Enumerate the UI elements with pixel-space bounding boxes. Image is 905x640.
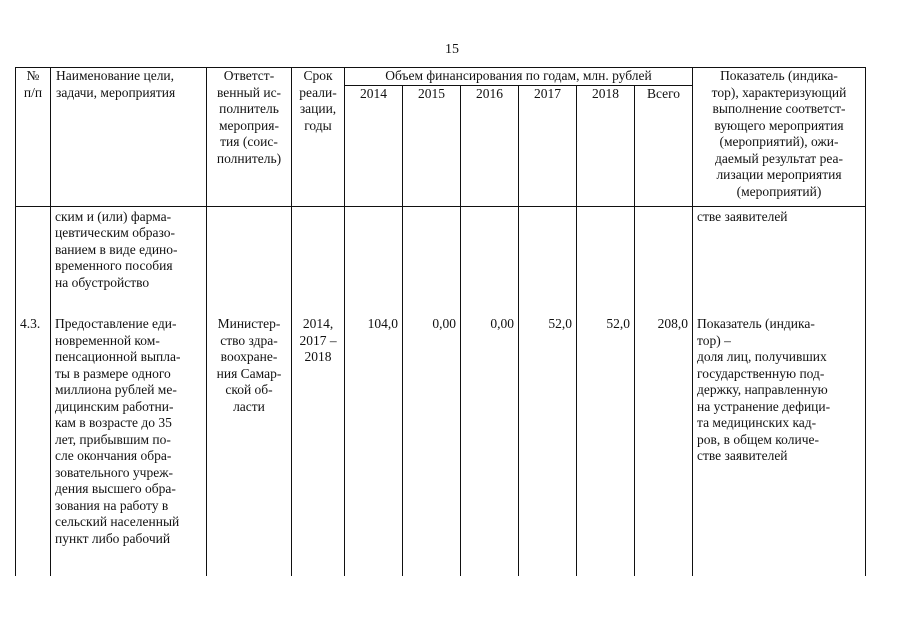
- page-number: 15: [445, 42, 459, 57]
- header-year-2015: 2015: [403, 85, 461, 206]
- header-name: Наименование цели, задачи, мероприятия: [51, 68, 207, 207]
- header-indicator: Показатель (индика- тор), характеризующий выполнение соответст- вующего мероприятия (мероприятий), ожи- даемый результат реа- лизации мероприятия (мероприятий): [693, 68, 866, 207]
- header-num: № п/п: [16, 68, 51, 207]
- header-year-2017: 2017: [519, 85, 577, 206]
- value-2016: 0,00: [461, 315, 519, 576]
- value-2014: 104,0: [345, 315, 403, 576]
- table-row: [16, 315, 866, 576]
- row-name: Предоставление еди- новременной ком- пенсационной выпла- ты в размере одного миллиона рублей ме- дицинским работни- кам в возрасте до 35 лет, прибывшим по- сле окончания обра- зовательного учреж- дения высшего обра- зования на работу в сельский населенный пункт либо рабочий: [51, 315, 207, 576]
- header-responsible: Ответст- венный ис- полнитель мероприя- тия (соис- полнитель): [207, 68, 292, 207]
- continuation-name: ским и (или) фарма- цевтическим образо- ванием в виде едино- временного пособия на обустройство: [51, 206, 207, 315]
- funding-table: [15, 67, 866, 576]
- row-number: 4.3.: [16, 315, 51, 576]
- continuation-indicator: стве заявителей: [693, 206, 866, 315]
- value-2017: 52,0: [519, 315, 577, 576]
- header-term: Срок реали- зации, годы: [292, 68, 345, 207]
- row-term: 2014, 2017 – 2018: [292, 315, 345, 576]
- value-2015: 0,00: [403, 315, 461, 576]
- row-responsible: Министер- ство здра- воохране- ния Самар- ской об- ласти: [207, 315, 292, 576]
- header-year-2018: 2018: [577, 85, 635, 206]
- row-indicator: Показатель (индика- тор) – доля лиц, получивших государственную под- держку, направленную на устранение дефици- та медицинских кад- ров, в общем количе- стве заявителей: [693, 315, 866, 576]
- header-total: Всего: [635, 85, 693, 206]
- value-total: 208,0: [635, 315, 693, 576]
- header-year-2016: 2016: [461, 85, 519, 206]
- header-funding: Объем финансирования по годам, млн. рублей: [345, 68, 693, 86]
- header-year-2014: 2014: [345, 85, 403, 206]
- value-2018: 52,0: [577, 315, 635, 576]
- table-header-row: [16, 68, 866, 86]
- continuation-row: [16, 206, 866, 315]
